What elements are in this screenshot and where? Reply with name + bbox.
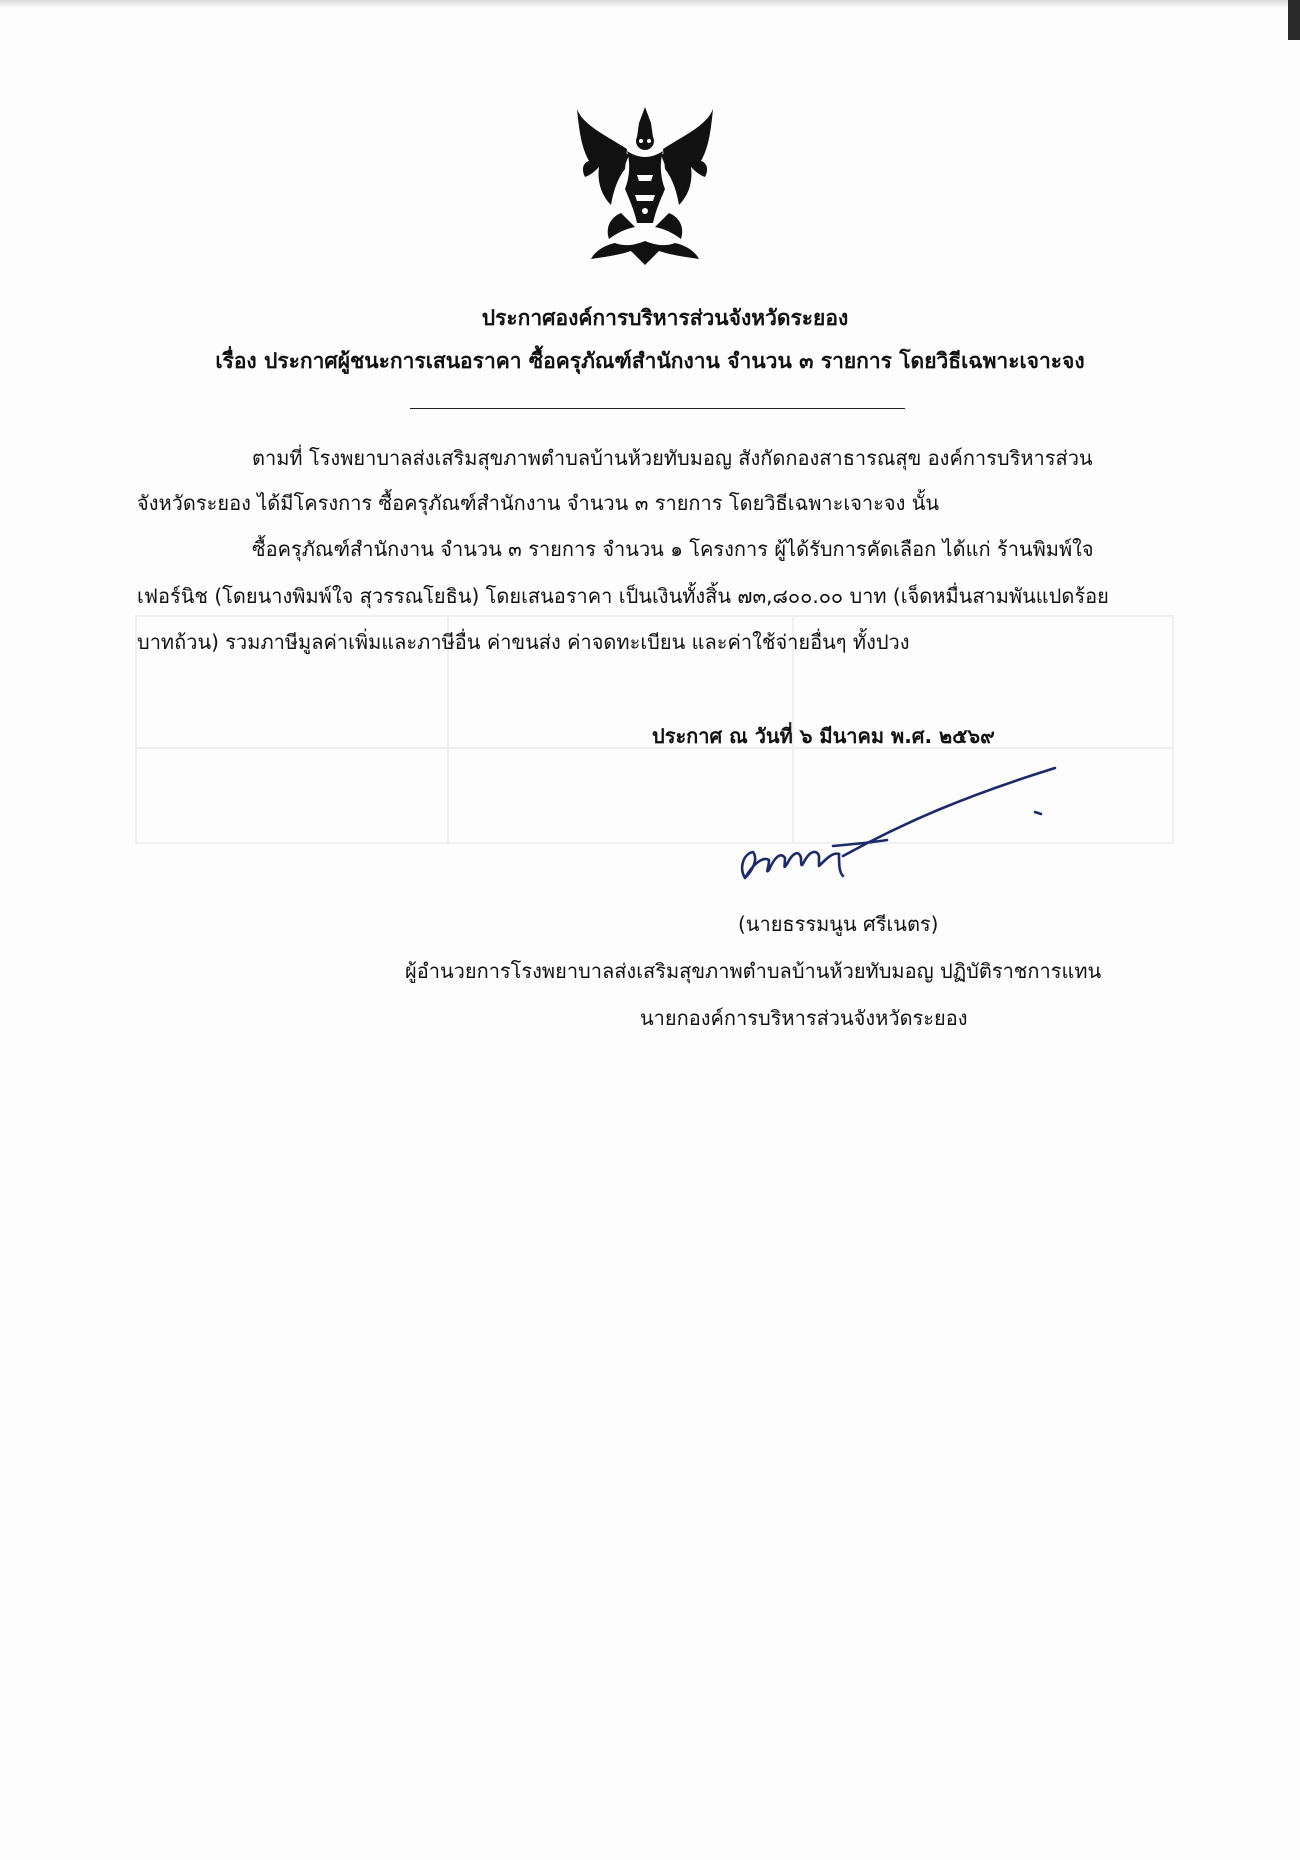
title-underline bbox=[410, 408, 905, 409]
body-paragraph-1-line-1: ตามที่ โรงพยาบาลส่งเสริมสุขภาพตำบลบ้านห้วยทับมอญ สังกัดกองสาธารณสุข องค์การบริหารส่วน bbox=[252, 446, 1093, 470]
garuda-emblem-icon bbox=[575, 105, 715, 270]
scan-edge-shadow bbox=[0, 0, 1300, 8]
body-paragraph-2-line-1: ซื้อครุภัณฑ์สำนักงาน จำนวน ๓ รายการ จำนวน ๑ โครงการ ผู้ได้รับการคัดเลือก ได้แก่ ร้านพิมพ์ใจ bbox=[252, 537, 1094, 561]
announcement-date: ประกาศ ณ วันที่ ๖ มีนาคม พ.ศ. ๒๕๖๙ bbox=[652, 724, 995, 748]
signatory-name: (นายธรรมนูน ศรีเนตร) bbox=[738, 912, 939, 936]
body-paragraph-1-line-2: จังหวัดระยอง ได้มีโครงการ ซื้อครุภัณฑ์สำนักงาน จำนวน ๓ รายการ โดยวิธีเฉพาะเจาะจง นั้น bbox=[137, 491, 940, 515]
signatory-position-line-2: นายกองค์การบริหารส่วนจังหวัดระยอง bbox=[640, 1006, 968, 1030]
handwritten-signature bbox=[735, 760, 1065, 900]
body-paragraph-2-line-3: บาทถ้วน) รวมภาษีมูลค่าเพิ่มและภาษีอื่น ค่าขนส่ง ค่าจดทะเบียน และค่าใช้จ่ายอื่นๆ ทั้งปวง bbox=[137, 630, 910, 654]
announcement-subject: เรื่อง ประกาศผู้ชนะการเสนอราคา ซื้อครุภัณฑ์สำนักงาน จำนวน ๓ รายการ โดยวิธีเฉพาะเจาะจง bbox=[215, 349, 1085, 373]
body-paragraph-2-line-2: เฟอร์นิช (โดยนางพิมพ์ใจ สุวรรณโยธิน) โดยเสนอราคา เป็นเงินทั้งสิ้น ๗๓,๘๐๐.๐๐ บาท (เจ็ดหมื่นสามพันแปดร้อย bbox=[137, 584, 1109, 608]
announcement-organization: ประกาศองค์การบริหารส่วนจังหวัดระยอง bbox=[481, 306, 849, 330]
signatory-position-line-1: ผู้อำนวยการโรงพยาบาลส่งเสริมสุขภาพตำบลบ้านห้วยทับมอญ ปฏิบัติราชการแทน bbox=[405, 959, 1102, 983]
scan-corner-shadow bbox=[1288, 0, 1300, 40]
